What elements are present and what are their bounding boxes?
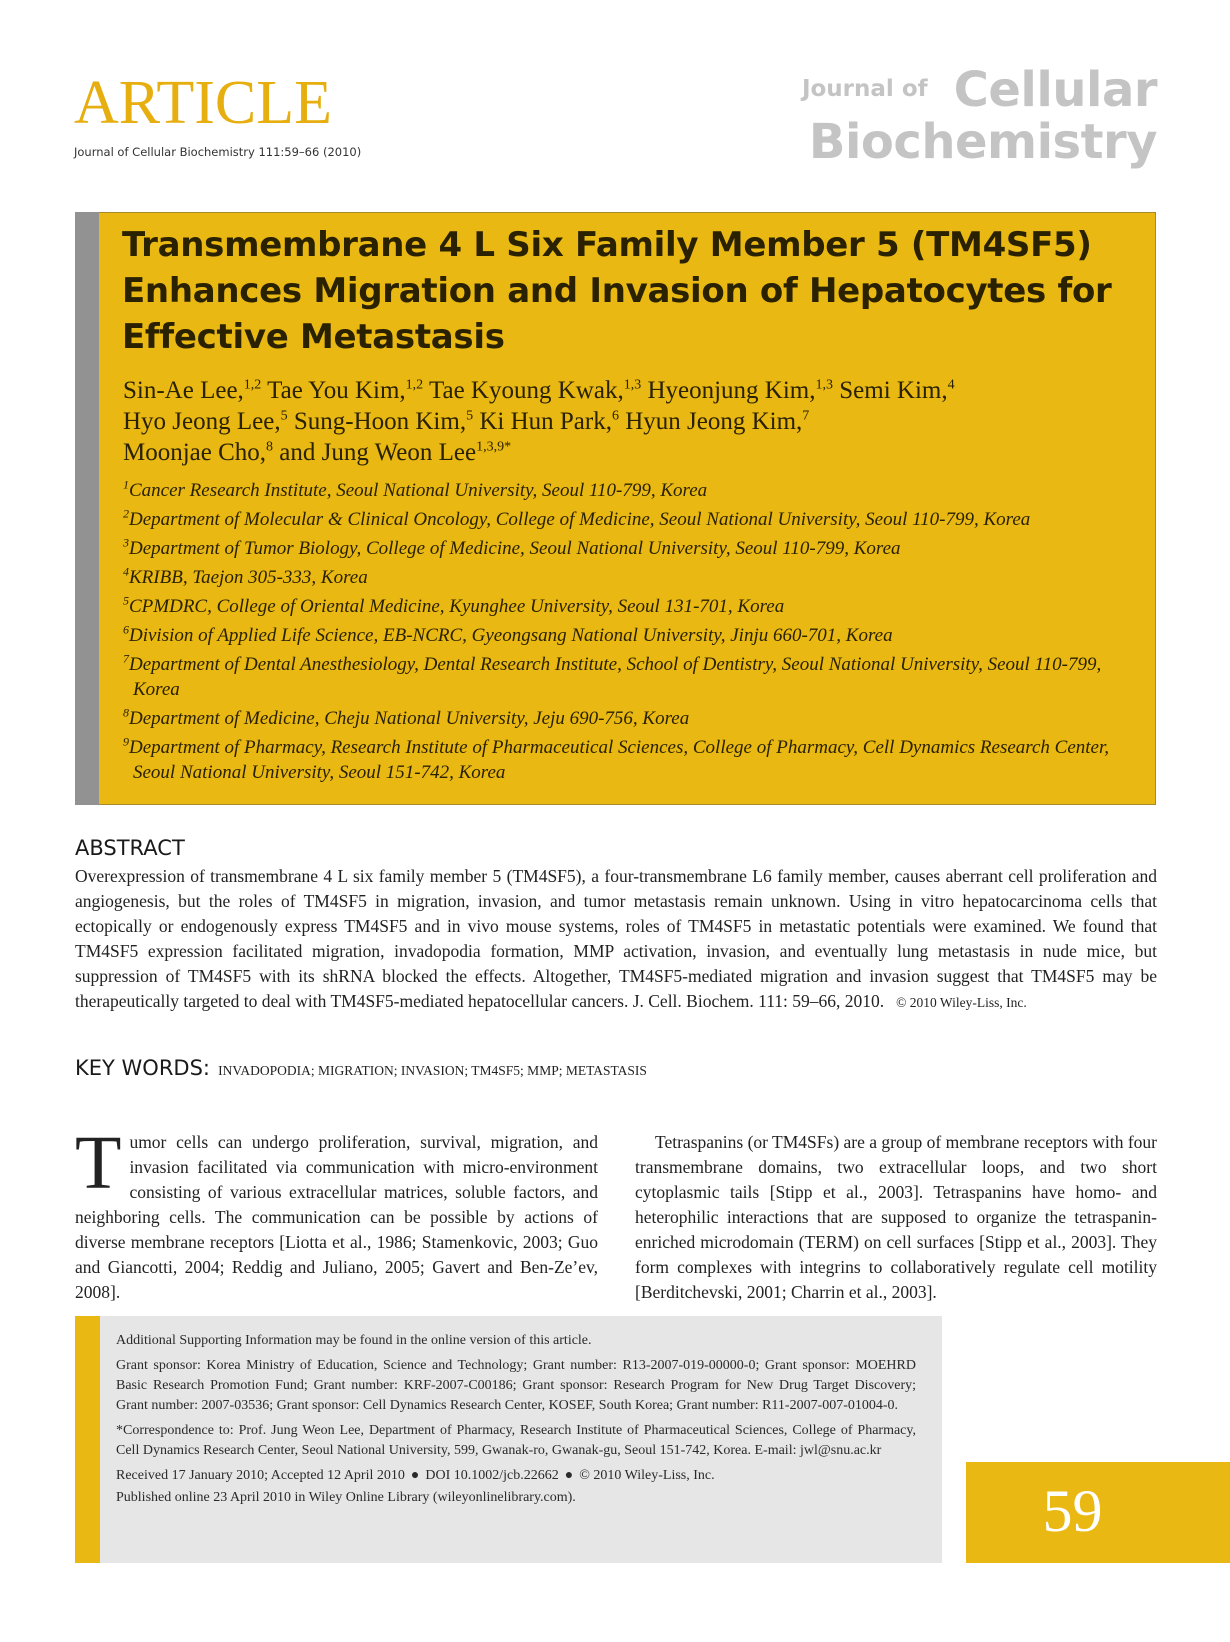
affiliation: [123, 565, 1143, 590]
logo-cellular: Cellular: [953, 62, 1157, 118]
author-line: [123, 375, 1133, 406]
author-name: Hyo Jeong Lee,: [123, 408, 281, 435]
author-name: and Jung Weon Lee: [279, 439, 477, 466]
affiliation-text: Cancer Research Institute, Seoul National University, Seoul 110-799, Korea: [129, 480, 708, 501]
author-name: Hyun Jeong Kim,: [625, 408, 803, 435]
affiliation: [123, 706, 1143, 731]
author-affil-sup: 4: [947, 377, 955, 393]
title-box-sidebar: [75, 212, 99, 805]
affiliation-number: 7: [123, 651, 129, 666]
author-name: Hyeonjung Kim,: [647, 377, 816, 404]
affiliation-number: 1: [123, 477, 129, 492]
supporting-info-note: Additional Supporting Information may be found in the online version of this article.: [116, 1333, 592, 1348]
affiliation-number: 5: [123, 593, 129, 608]
affiliation-text: Department of Medicine, Cheju National University, Jeju 690-756, Korea: [129, 708, 690, 729]
author-name: Tae You Kim,: [267, 377, 406, 404]
affiliation-number: 3: [123, 535, 129, 550]
paper-title: [122, 222, 1132, 360]
title-line: Transmembrane 4 L Six Family Member 5 (TM4SF5): [122, 225, 1092, 265]
affiliation: [123, 478, 1143, 503]
affiliation-number: 6: [123, 622, 129, 637]
author-affil-sup: 1,3: [815, 377, 833, 393]
author-affil-sup: 6: [611, 408, 619, 424]
keywords-values: INVADOPODIA; MIGRATION; INVASION; TM4SF5; MMP; METASTASIS: [218, 1063, 647, 1078]
affiliation-list: [123, 478, 1143, 789]
author-affil-sup: 5: [466, 408, 474, 424]
title-line: Effective Metastasis: [122, 317, 505, 357]
author-affil-sup: 1,3: [623, 377, 642, 393]
title-line: Enhances Migration and Invasion of Hepatocytes for: [122, 271, 1112, 311]
affiliation-text: Department of Tumor Biology, College of Medicine, Seoul National University, Seoul 110-799, Korea: [129, 538, 901, 559]
affiliation-number: 9: [123, 734, 129, 749]
author-list: [123, 375, 1133, 468]
affiliation: [123, 652, 1143, 702]
author-name: Ki Hun Park,: [479, 408, 612, 435]
abstract-copyright: © 2010 Wiley-Liss, Inc.: [896, 995, 1027, 1010]
affiliation-number: 2: [123, 506, 129, 521]
body-paragraph: Tetraspanins (or TM4SFs) are a group of membrane receptors with four transmembrane domains, two extracellular loops, and two short cytoplasmic tails [Stipp et al., 2003]. Tetraspanins have homo- and heterophilic interactions that are supposed to organize the tetraspanin-enriched microdomain (TERM) on cell surfaces [Stipp et al., 2003]. They form complexes with integrins to collaboratively regulate cell motility [Berditchevski, 2001; Charrin et al., 2003].: [635, 1132, 1157, 1302]
abstract-heading: ABSTRACT: [75, 836, 185, 860]
author-line: [123, 437, 1133, 468]
correspondence: *Correspondence to: Prof. Jung Weon Lee, Department of Pharmacy, Research Institute of Pharmaceutical Sciences, College of Pharmacy, Cell Dynamics Research Center, Seoul National University, 599, Gwanak-ro, Gwanak-gu, Seoul 151-742, Korea. E-mail: jwl@snu.ac.kr: [116, 1423, 916, 1458]
bullet-icon: ●: [410, 1468, 420, 1483]
affiliation-text: CPMDRC, College of Oriental Medicine, Kyunghee University, Seoul 131-701, Korea: [129, 596, 785, 617]
affiliation-text: Department of Molecular & Clinical Oncology, College of Medicine, Seoul National University, Seoul 110-799, Korea: [129, 509, 1031, 530]
article-label: ARTICLE: [74, 69, 333, 137]
bullet-icon: ●: [564, 1468, 574, 1483]
journal-logo: [801, 62, 1157, 170]
footnote-accent-bar: [75, 1316, 100, 1563]
published-online: Published online 23 April 2010 in Wiley Online Library (wileyonlinelibrary.com).: [116, 1490, 576, 1505]
affiliation-text: KRIBB, Taejon 305-333, Korea: [129, 567, 368, 588]
journal-citation: Journal of Cellular Biochemistry 111:59–66 (2010): [74, 145, 362, 159]
keywords: [75, 1056, 647, 1080]
drop-cap: T: [75, 1121, 122, 1205]
affiliation: [123, 594, 1143, 619]
affiliation-text: Department of Dental Anesthesiology, Dental Research Institute, School of Dentistry, Seoul National University, Seoul 110-799, Korea: [129, 654, 1102, 700]
author-name: Tae Kyoung Kwak,: [428, 377, 624, 404]
publication-dates: [116, 1466, 916, 1486]
logo-biochemistry: Biochemistry: [808, 114, 1157, 170]
author-affil-sup: 1,2: [243, 377, 262, 393]
affiliation: [123, 536, 1143, 561]
author-name: Sung-Hoon Kim,: [293, 408, 467, 435]
affiliation-number: 8: [123, 705, 129, 720]
keywords-label: KEY WORDS:: [75, 1056, 211, 1080]
author-line: [123, 406, 1133, 437]
doi: DOI 10.1002/jcb.22662: [425, 1468, 559, 1483]
affiliation: [123, 735, 1143, 785]
abstract-body: [75, 864, 1157, 1015]
footnote-copyright: © 2010 Wiley-Liss, Inc.: [579, 1468, 715, 1483]
author-affil-sup: 8: [266, 439, 274, 455]
author-affil-sup: 1,2: [405, 377, 424, 393]
author-affil-sup: 5: [280, 408, 288, 424]
affiliation-number: 4: [123, 564, 129, 579]
affiliation: [123, 507, 1143, 532]
body-column-right: [635, 1130, 1157, 1305]
affiliation: [123, 623, 1143, 648]
affiliation-text: Division of Applied Life Science, EB-NCRC, Gyeongsang National University, Jinju 660-701, Korea: [129, 625, 893, 646]
logo-journal-of: Journal of: [801, 76, 928, 102]
grant-sponsors: Grant sponsor: Korea Ministry of Education, Science and Technology; Grant number: R13-2007-019-00000-0; Grant sponsor: MOEHRD Basic Research Promotion Fund; Grant number: KRF-2007-C00186; Grant sponsor: Research Program for New Drug Target Discovery; Grant number: 2007-03536; Grant sponsor: Cell Dynamics Research Center, KOSEF, South Korea; Grant number: R11-2007-007-01004-0.: [116, 1358, 916, 1413]
author-name: Sin-Ae Lee,: [123, 377, 244, 404]
body-paragraph: umor cells can undergo proliferation, survival, migration, and invasion facilitated via communication with micro-environment consisting of various extracellular matrices, soluble factors, and neighboring cells. The communication can be possible by actions of diverse membrane receptors [Liotta et al., 1986; Stamenkovic, 2003; Guo and Giancotti, 2004; Reddig and Juliano, 2005; Gavert and Ben-Ze’ev, 2008].: [75, 1132, 598, 1302]
affiliation-text: Department of Pharmacy, Research Institute of Pharmaceutical Sciences, College of Pharmacy, Cell Dynamics Research Center, Seoul National University, Seoul 151-742, Korea: [129, 737, 1110, 783]
author-name: Semi Kim,: [839, 377, 948, 404]
abstract-text: Overexpression of transmembrane 4 L six family member 5 (TM4SF5), a four-transmembrane L6 family member, causes aberrant cell proliferation and angiogenesis, but the roles of TM4SF5 in migration, invasion, and tumor metastasis remain unknown. Using in vitro hepatocarcinoma cells that ectopically or endogenously express TM4SF5 and in vivo mouse systems, roles of TM4SF5 in metastatic potentials were examined. We found that TM4SF5 expression facilitated migration, invadopodia formation, MMP activation, invasion, and eventually lung metastasis in nude mice, but suppression of TM4SF5 with its shRNA blocked the effects. Altogether, TM4SF5-mediated migration and invasion suggest that TM4SF5 may be therapeutically targeted to deal with TM4SF5-mediated hepatocellular cancers. J. Cell. Biochem. 111: 59–66, 2010.: [75, 866, 1157, 1011]
author-affil-sup: 1,3,9*: [476, 439, 512, 455]
author-name: Moonjae Cho,: [123, 439, 267, 466]
footnote-text: [116, 1331, 916, 1513]
page-number: 59: [1042, 1478, 1103, 1544]
author-affil-sup: 7: [802, 408, 810, 424]
body-column-left: [75, 1121, 598, 1305]
received-accepted: Received 17 January 2010; Accepted 12 April 2010: [116, 1468, 405, 1483]
